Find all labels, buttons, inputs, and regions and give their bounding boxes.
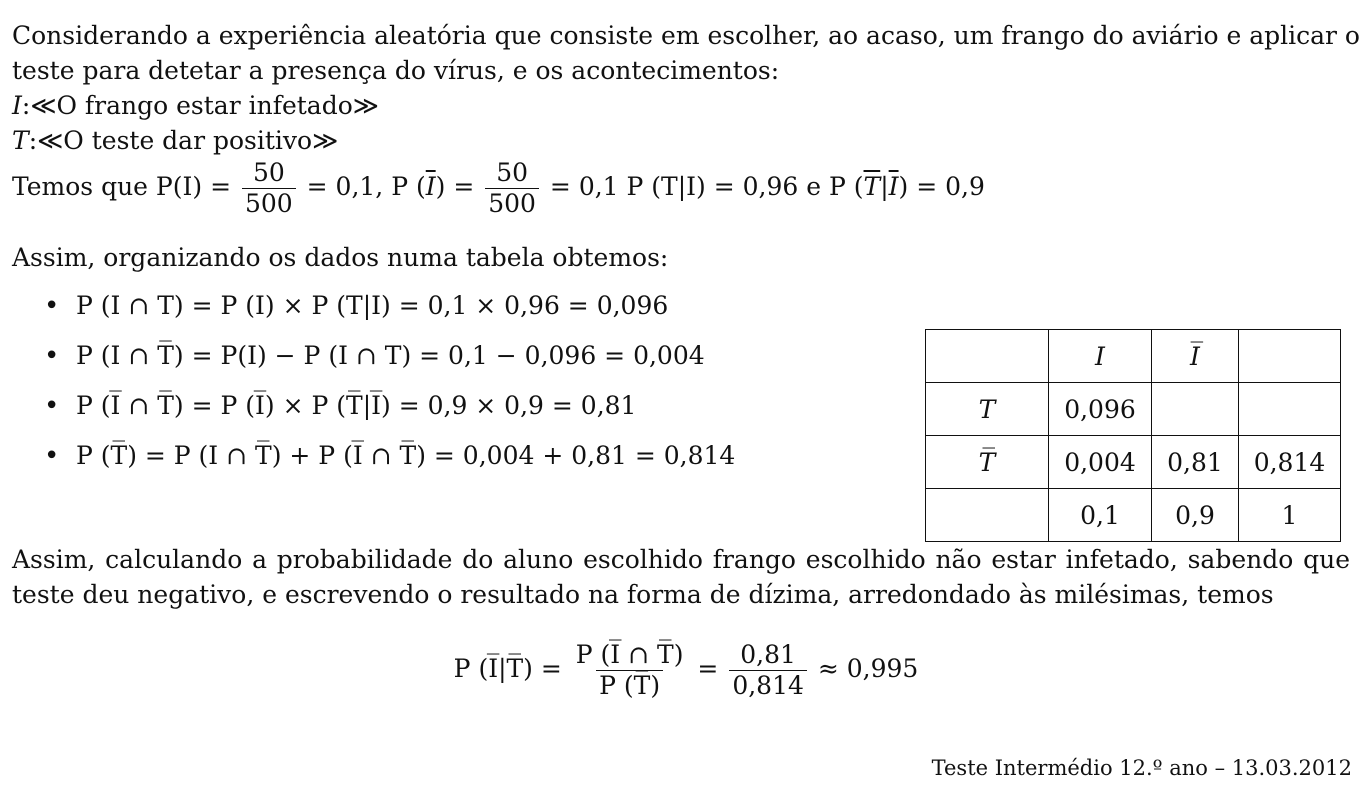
given-fraction-1 (242, 158, 296, 219)
intro-line-1: Considerando a experiência aleatória que consiste em escolher, ao acaso, um frango do aviário e aplicar o (12, 21, 1360, 50)
table-row-label: T (926, 383, 1049, 436)
final-result: ≈ 0,995 (817, 654, 919, 683)
conclusion-line-2: teste deu negativo, e escrevendo o resultado na forma de dízima, arredondado às milésimas, temos (12, 580, 1274, 609)
event-i (12, 91, 379, 121)
table-cell: 0,9 (1152, 489, 1239, 542)
table-cell (1152, 383, 1239, 436)
given-p-tbar-open: P ( (829, 172, 864, 201)
fraction-numerator: 50 (496, 158, 529, 187)
table-header-cell: I̅ (1152, 330, 1239, 383)
event-t-text: :≪O teste dar positivo≫ (28, 126, 339, 155)
final-equals: = (697, 654, 719, 683)
table-cell (1239, 383, 1341, 436)
given-conjunction: e (806, 172, 822, 201)
fraction-denominator: 500 (242, 188, 296, 219)
final-fraction-2 (729, 640, 807, 701)
conclusion-line-1: Assim, calculando a probabilidade do aluno escolhido frango escolhido não estar infetado, sabendo que (12, 545, 1350, 574)
given-prefix: Temos que (12, 172, 156, 201)
given-value-1: = 0,1, (306, 172, 384, 201)
given-p-ibar-open: P ( (391, 172, 426, 201)
given-value-2: = 0,1 (549, 172, 619, 201)
bullet-item: • P (I ∩ T̅) = P(I) − P (I ∩ T) = 0,1 − 0,096 = 0,004 (44, 335, 735, 385)
table-cell (1239, 330, 1341, 383)
table-row (926, 383, 1341, 436)
table-header-cell: I (1049, 330, 1152, 383)
intro-line-2: teste para detetar a presença do vírus, e os acontecimentos: (12, 56, 780, 85)
bullet-list (44, 285, 735, 485)
final-fraction-1 (573, 640, 687, 701)
fraction-denominator: P (T̅) (596, 670, 663, 701)
fraction-numerator: P (I̅ ∩ T̅) (575, 640, 684, 669)
event-i-text: :≪O frango estar infetado≫ (21, 91, 379, 120)
table-cell: 1 (1239, 489, 1341, 542)
given-p-t-given-i: P (T|I) = 0,96 (626, 172, 799, 201)
given-p-ibar-close: ) = (435, 172, 475, 201)
bullet-item: • P (I̅ ∩ T̅) = P (I̅) × P (T̅|I̅) = 0,9 × 0,9 = 0,81 (44, 385, 735, 435)
given-p-tbar-close: ) = 0,9 (898, 172, 985, 201)
table-cell: 0,096 (1049, 383, 1152, 436)
given-ibar: $\overline{I}$ (425, 172, 436, 201)
probability-table (925, 329, 1341, 542)
table-cell: 0,814 (1239, 436, 1341, 489)
table-row-label (926, 489, 1049, 542)
event-t-label: T (12, 126, 29, 155)
bullet-item: • P (I ∩ T) = P (I) × P (T|I) = 0,1 × 0,96 = 0,096 (44, 285, 735, 335)
given-bar: | (880, 172, 889, 201)
fraction-denominator: 500 (485, 188, 539, 219)
given-tbar: $\overline{T}$ (863, 172, 881, 201)
table-row (926, 436, 1341, 489)
table-intro: Assim, organizando os dados numa tabela obtemos: (12, 243, 669, 272)
table-cell: 0,004 (1049, 436, 1152, 489)
fraction-denominator: 0,814 (729, 670, 807, 701)
given-fraction-2 (485, 158, 539, 219)
table-cell: 0,1 (1049, 489, 1152, 542)
table-cell: 0,81 (1152, 436, 1239, 489)
table-cell (926, 330, 1049, 383)
given-p-i: P(I) = (155, 172, 232, 201)
fraction-numerator: 0,81 (740, 640, 796, 669)
event-i-label: I (12, 91, 22, 120)
table-row-label: T̅ (926, 436, 1049, 489)
final-equation (0, 640, 1372, 701)
table-header-row (926, 330, 1341, 383)
source-citation: Teste Intermédio 12.º ano – 13.03.2012 (931, 756, 1352, 780)
fraction-numerator: 50 (252, 158, 285, 187)
bullet-item: • P (T̅) = P (I ∩ T̅) + P (I̅ ∩ T̅) = 0,004 + 0,81 = 0,814 (44, 435, 735, 485)
final-lhs: P (I̅|T̅) = (453, 654, 562, 683)
given-probabilities (12, 152, 985, 222)
table-row (926, 489, 1341, 542)
given-ibar-2: $\overline{I}$ (888, 172, 899, 201)
